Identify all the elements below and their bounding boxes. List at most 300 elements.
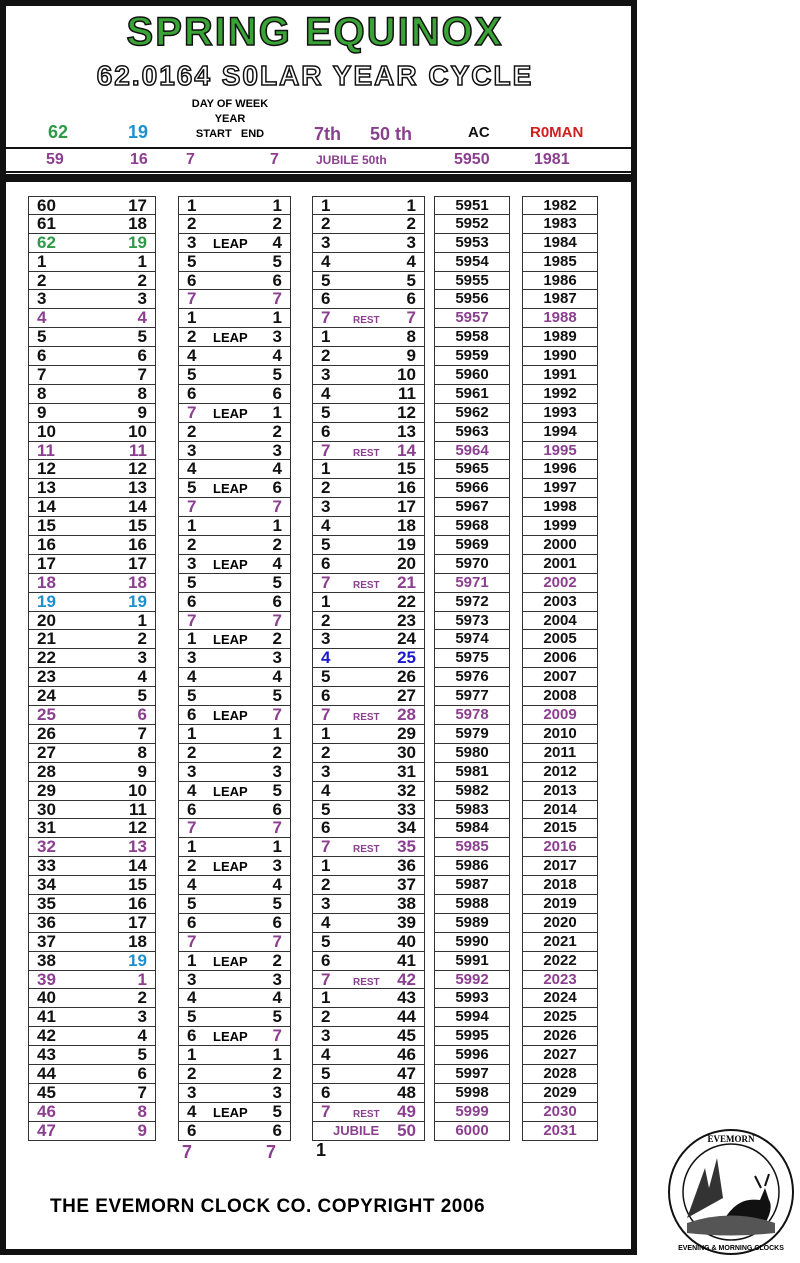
table-row	[434, 782, 510, 801]
table-row	[312, 517, 425, 536]
table-row	[28, 801, 156, 820]
cell-19: 17	[128, 553, 147, 573]
table-row	[522, 801, 598, 820]
table-row	[178, 1046, 291, 1065]
cell-50th: 35	[397, 837, 416, 857]
cell-roman: 1986	[543, 271, 577, 289]
cell-7th: 4	[321, 780, 331, 800]
cell-roman: 1991	[543, 366, 577, 384]
table-row	[434, 272, 510, 291]
cell-62: 26	[37, 723, 56, 743]
table-row	[312, 706, 425, 725]
cell-start: 5	[187, 572, 197, 592]
cell-roman: 2022	[543, 951, 577, 969]
cell-ac: 5984	[455, 819, 489, 837]
header-dow-line2: YEAR	[214, 113, 246, 125]
cell-roman: 2021	[543, 932, 577, 950]
header-row-59: 59	[46, 151, 64, 168]
cell-start: 2	[187, 1063, 197, 1083]
cell-62: 14	[37, 497, 56, 517]
cell-ac: 5958	[455, 328, 489, 346]
cell-roman: 1993	[543, 403, 577, 421]
cell-7th: 1	[321, 988, 331, 1008]
cell-50th: 41	[397, 950, 416, 970]
cell-ac: 5965	[455, 460, 489, 478]
cell-ac: 5967	[455, 498, 489, 516]
table-row	[312, 460, 425, 479]
cell-62: 27	[37, 742, 56, 762]
page-title: SPRING EQUINOX	[126, 10, 504, 54]
table-row	[434, 1122, 510, 1141]
cell-19: 15	[128, 516, 147, 536]
rest-label: REST	[353, 315, 380, 327]
cell-roman: 2003	[543, 592, 577, 610]
table-row	[28, 744, 156, 763]
cell-19: 8	[137, 383, 147, 403]
rest-label: REST	[353, 712, 380, 724]
cell-50th: 12	[397, 402, 416, 422]
cell-ac: 5999	[455, 1102, 489, 1120]
cell-roman: 2013	[543, 781, 577, 799]
cell-end: 7	[272, 497, 282, 517]
table-row	[178, 876, 291, 895]
cell-50th: 43	[397, 988, 416, 1008]
table-row	[434, 952, 510, 971]
cell-start: 1	[187, 723, 197, 743]
table-row	[312, 801, 425, 820]
cell-7th: 3	[321, 1026, 331, 1046]
table-row	[178, 782, 291, 801]
column-62-19	[28, 196, 156, 1141]
table-row	[28, 1065, 156, 1084]
header-50th: 50 th	[370, 124, 413, 144]
cell-19: 12	[128, 459, 147, 479]
cell-62: 44	[37, 1063, 56, 1083]
cell-7th: 3	[321, 365, 331, 385]
cell-end: 2	[272, 950, 282, 970]
table-row	[434, 1046, 510, 1065]
table-row	[312, 971, 425, 990]
leap-label: LEAP	[213, 708, 248, 724]
cell-7th: 3	[321, 232, 331, 252]
cell-19: 16	[128, 535, 147, 555]
cell-end: 1	[272, 516, 282, 536]
cell-end: 4	[272, 459, 282, 479]
table-row	[178, 555, 291, 574]
cell-50th: 24	[397, 629, 416, 649]
cell-7th: 4	[321, 383, 331, 403]
leap-label: LEAP	[213, 556, 248, 572]
cell-start: 4	[187, 459, 197, 479]
header-ac: AC	[468, 124, 490, 141]
table-row	[312, 1065, 425, 1084]
table-row	[434, 423, 510, 442]
table-row	[434, 1103, 510, 1122]
cell-62: 47	[37, 1120, 56, 1140]
cell-50th: 3	[406, 232, 416, 252]
table-row	[178, 347, 291, 366]
table-row	[28, 479, 156, 498]
cell-start: 6	[187, 912, 197, 932]
cell-19: 18	[128, 572, 147, 592]
cell-62: 11	[37, 440, 55, 460]
table-row	[522, 668, 598, 687]
table-row	[522, 1027, 598, 1046]
table-row	[178, 1065, 291, 1084]
seventh-extra: 1	[316, 1140, 327, 1160]
cell-50th: 44	[397, 1007, 416, 1027]
cell-7th: 7	[321, 969, 331, 989]
table-row	[28, 253, 156, 272]
cell-end: 7	[272, 818, 282, 838]
cell-end: 4	[272, 667, 282, 687]
cell-50th: 4	[406, 251, 416, 271]
table-row	[28, 536, 156, 555]
table-row	[28, 498, 156, 517]
table-row	[178, 952, 291, 971]
table-row	[434, 309, 510, 328]
table-row	[178, 819, 291, 838]
table-row	[522, 1122, 598, 1141]
header-19: 19	[128, 122, 149, 142]
cell-end: 7	[272, 610, 282, 630]
cell-ac: 5974	[455, 630, 489, 648]
cell-19: 2	[137, 629, 147, 649]
cell-7th: 2	[321, 1007, 331, 1027]
cell-start: 5	[187, 893, 197, 913]
table-row	[522, 971, 598, 990]
cell-end: 7	[272, 1026, 282, 1046]
cell-19: 3	[137, 648, 147, 668]
table-row	[28, 593, 156, 612]
table-row	[28, 989, 156, 1008]
table-row	[28, 725, 156, 744]
cell-roman: 2011	[543, 743, 577, 761]
cell-62: 3	[37, 289, 47, 309]
table-row	[178, 725, 291, 744]
cell-7th: 7	[321, 572, 331, 592]
cell-roman: 2006	[543, 649, 577, 667]
table-row	[522, 1103, 598, 1122]
cell-roman: 2016	[543, 838, 577, 856]
table-row	[522, 215, 598, 234]
table-row	[178, 442, 291, 461]
cell-50th: 8	[406, 327, 416, 347]
cell-end: 2	[272, 1063, 282, 1083]
cell-end: 1	[272, 308, 282, 328]
leap-label: LEAP	[213, 1104, 248, 1120]
table-row	[522, 555, 598, 574]
cell-roman: 2018	[543, 876, 577, 894]
cell-7th: 5	[321, 799, 331, 819]
cell-7th: 6	[321, 686, 331, 706]
cell-ac: 5961	[455, 384, 489, 402]
cell-7th: 2	[321, 875, 331, 895]
table-row	[178, 517, 291, 536]
cell-62: 45	[37, 1082, 56, 1102]
cell-19: 17	[128, 196, 147, 215]
table-row	[178, 649, 291, 668]
cell-end: 2	[272, 213, 282, 233]
copyright-footer: THE EVEMORN CLOCK CO. COPYRIGHT 2006	[50, 1196, 486, 1217]
table-row	[28, 442, 156, 461]
table-row	[28, 234, 156, 253]
cell-7th: 5	[321, 535, 331, 555]
cell-end: 2	[272, 629, 282, 649]
table-row	[178, 1084, 291, 1103]
cell-roman: 2019	[543, 894, 577, 912]
table-row	[178, 763, 291, 782]
cell-roman: 2001	[543, 554, 577, 572]
cell-19: 4	[137, 308, 147, 328]
cell-50th: 22	[397, 591, 416, 611]
leap-label: LEAP	[213, 330, 248, 346]
table-row	[28, 215, 156, 234]
table-row	[28, 1122, 156, 1141]
leap-label: LEAP	[213, 481, 248, 497]
cell-50th: 45	[397, 1026, 416, 1046]
table-row	[522, 1084, 598, 1103]
cell-19: 8	[137, 1101, 147, 1121]
rest-label: REST	[353, 1108, 380, 1120]
table-row	[28, 196, 156, 215]
cell-ac: 5952	[455, 214, 489, 232]
cell-19: 11	[129, 799, 147, 819]
table-row	[312, 838, 425, 857]
cell-end: 2	[272, 535, 282, 555]
cell-ac: 5988	[455, 894, 489, 912]
cell-7th: 1	[321, 196, 331, 215]
table-row	[178, 630, 291, 649]
table-row	[28, 272, 156, 291]
cell-50th: 13	[397, 421, 416, 441]
cell-end: 6	[272, 478, 282, 498]
header-row-start: 7	[186, 151, 195, 168]
cell-end: 2	[272, 742, 282, 762]
cell-19: 4	[137, 667, 147, 687]
cell-roman: 1997	[543, 479, 577, 497]
cell-7th: 2	[321, 742, 331, 762]
table-row	[312, 1084, 425, 1103]
table-row	[178, 895, 291, 914]
table-row	[312, 479, 425, 498]
cell-62: 7	[37, 365, 47, 385]
cell-end: 5	[272, 365, 282, 385]
table-row	[312, 1046, 425, 1065]
table-row	[312, 744, 425, 763]
cell-19: 5	[137, 327, 147, 347]
header-row-jubile: JUBILE 50th	[316, 153, 387, 167]
cell-7th: 2	[321, 346, 331, 366]
cell-end: 3	[272, 969, 282, 989]
leap-label: LEAP	[213, 1029, 248, 1045]
cell-62: 16	[37, 535, 56, 555]
table-row	[28, 895, 156, 914]
table-row	[28, 782, 156, 801]
cell-62: 20	[37, 610, 56, 630]
cell-7th: 1	[321, 856, 331, 876]
cell-62: 60	[37, 196, 56, 215]
cell-start: 4	[187, 875, 197, 895]
cell-19: 18	[128, 931, 147, 951]
table-row	[312, 196, 425, 215]
cell-ac: 5983	[455, 800, 489, 818]
cell-ac: 5956	[455, 290, 489, 308]
cell-start: 1	[187, 308, 197, 328]
table-row	[434, 914, 510, 933]
table-row	[522, 593, 598, 612]
table-row	[434, 630, 510, 649]
cell-start: 2	[187, 535, 197, 555]
cell-62: 41	[37, 1007, 56, 1027]
table-row	[312, 536, 425, 555]
table-row	[312, 385, 425, 404]
cell-50th: 5	[406, 270, 416, 290]
cell-start: 2	[187, 421, 197, 441]
cell-roman: 2005	[543, 630, 577, 648]
table-row	[312, 725, 425, 744]
cell-50th: 46	[397, 1045, 416, 1065]
table-row	[434, 989, 510, 1008]
table-row	[312, 763, 425, 782]
cell-7th: 6	[321, 553, 331, 573]
table-row	[434, 971, 510, 990]
cell-62: 46	[37, 1101, 56, 1121]
table-row	[178, 687, 291, 706]
cell-50th: 26	[397, 667, 416, 687]
cell-roman: 2023	[543, 970, 577, 988]
table-row	[522, 479, 598, 498]
table-row	[434, 290, 510, 309]
cell-ac: 5976	[455, 668, 489, 686]
table-row	[434, 234, 510, 253]
cell-roman: 1992	[543, 384, 577, 402]
cell-62: 33	[37, 856, 56, 876]
table-row	[312, 328, 425, 347]
cell-start: 1	[187, 950, 197, 970]
table-row	[312, 272, 425, 291]
cell-start: 7	[187, 402, 197, 422]
table-row	[312, 442, 425, 461]
table-row	[434, 517, 510, 536]
cell-start: 7	[187, 289, 197, 309]
cell-62: 18	[37, 572, 56, 592]
table-row	[28, 687, 156, 706]
table-row	[522, 857, 598, 876]
table-row	[434, 347, 510, 366]
header-row	[6, 147, 631, 173]
table-row	[28, 460, 156, 479]
cell-19: 19	[128, 232, 147, 252]
table-row	[312, 782, 425, 801]
cell-19: 6	[137, 705, 147, 725]
table-row	[434, 838, 510, 857]
cell-ac: 5995	[455, 1027, 489, 1045]
cell-end: 3	[272, 648, 282, 668]
leap-label: LEAP	[213, 859, 248, 875]
leap-label: LEAP	[213, 783, 248, 799]
table-row	[522, 933, 598, 952]
header-row-16: 16	[130, 151, 148, 168]
table-row	[28, 706, 156, 725]
cell-end: 5	[272, 251, 282, 271]
table-row	[434, 555, 510, 574]
cell-62: 8	[37, 383, 47, 403]
cell-roman: 2000	[543, 536, 577, 554]
leap-label: LEAP	[213, 632, 248, 648]
cell-19: 6	[137, 1063, 147, 1083]
table-row	[522, 517, 598, 536]
table-row	[28, 555, 156, 574]
table-row	[434, 498, 510, 517]
table-row	[28, 857, 156, 876]
cell-ac: 5977	[455, 687, 489, 705]
cell-roman: 1990	[543, 347, 577, 365]
table-row	[28, 1046, 156, 1065]
table-row	[522, 952, 598, 971]
cell-19: 5	[137, 1045, 147, 1065]
cell-start: 5	[187, 478, 197, 498]
table-row	[522, 309, 598, 328]
cell-roman: 2028	[543, 1064, 577, 1082]
cell-50th: 7	[406, 308, 416, 328]
cell-ac: 5964	[455, 441, 489, 459]
cell-50th: 19	[397, 535, 416, 555]
cell-roman: 2026	[543, 1027, 577, 1045]
table-row	[522, 404, 598, 423]
cell-19: 3	[137, 289, 147, 309]
header-dow-line3: START END	[195, 128, 265, 140]
cell-7th: 6	[321, 1082, 331, 1102]
table-row	[312, 819, 425, 838]
table-row	[434, 895, 510, 914]
table-row	[434, 649, 510, 668]
table-row	[434, 725, 510, 744]
cell-19: 11	[129, 440, 147, 460]
cell-62: 29	[37, 780, 56, 800]
cell-end: 2	[272, 421, 282, 441]
table-row	[522, 1008, 598, 1027]
cell-19: 5	[137, 686, 147, 706]
cell-50th: 40	[397, 931, 416, 951]
cell-start: 3	[187, 232, 197, 252]
table-row	[178, 971, 291, 990]
table-row	[312, 952, 425, 971]
cell-roman: 2017	[543, 857, 577, 875]
cell-19: 17	[128, 912, 147, 932]
cell-roman: 1994	[543, 422, 577, 440]
cell-start: 4	[187, 346, 197, 366]
table-row	[28, 328, 156, 347]
table-row	[312, 347, 425, 366]
table-row	[178, 593, 291, 612]
cell-roman: 1999	[543, 517, 577, 535]
cell-50th: 23	[397, 610, 416, 630]
table-row	[522, 460, 598, 479]
cell-62: 43	[37, 1045, 56, 1065]
cell-roman: 2031	[543, 1121, 577, 1139]
cell-7th: 1	[321, 591, 331, 611]
cell-7th: 5	[321, 270, 331, 290]
table-row	[312, 404, 425, 423]
table-row	[28, 1008, 156, 1027]
cell-end: 5	[272, 780, 282, 800]
cell-62: 12	[37, 459, 56, 479]
table-row	[522, 782, 598, 801]
table-row	[312, 668, 425, 687]
cell-62: 40	[37, 988, 56, 1008]
table-row	[522, 290, 598, 309]
